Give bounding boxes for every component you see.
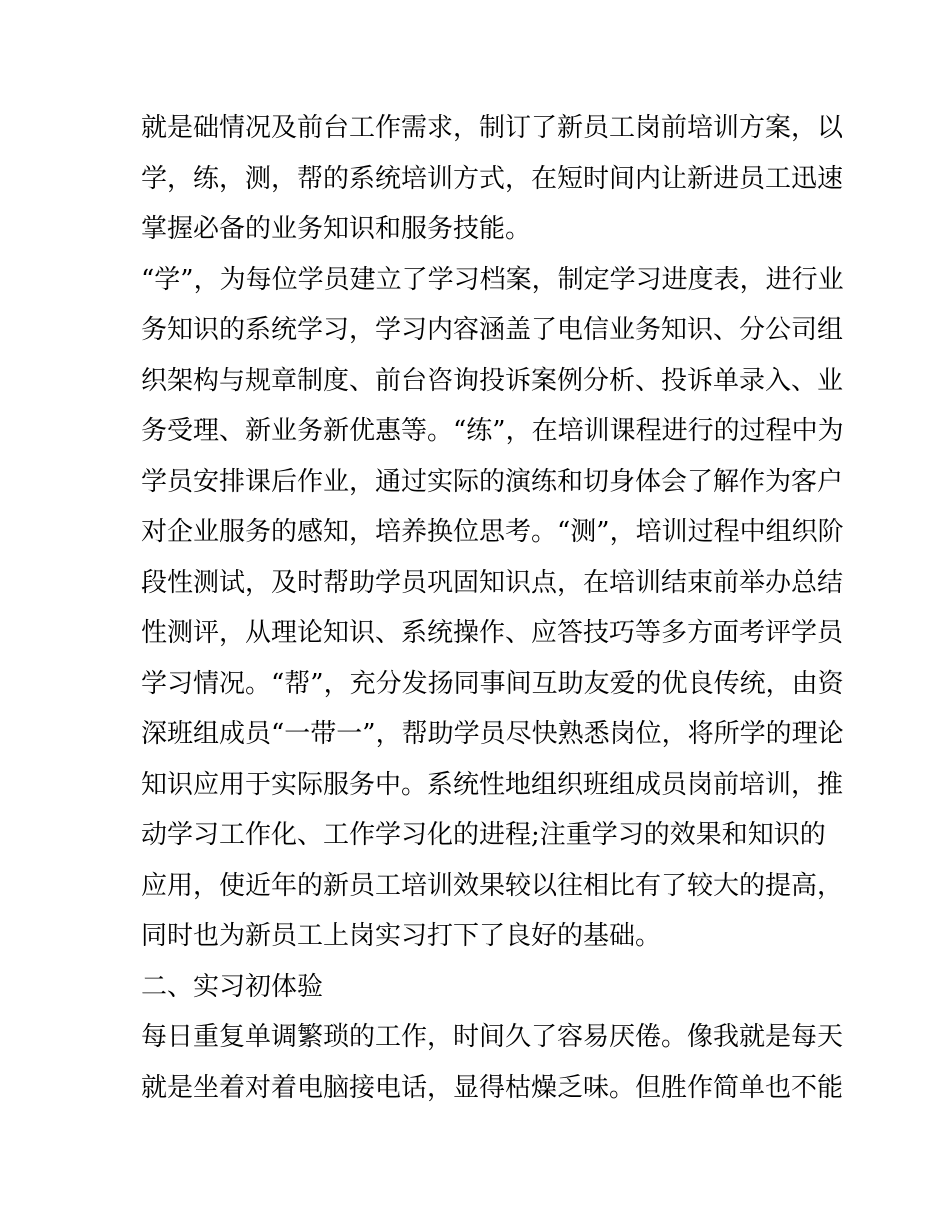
text-line: 每日重复单调繁琐的工作，时间久了容易厌倦。像我就是每天	[141, 1022, 844, 1052]
text-line: 务知识的系统学习，学习内容涵盖了电信业务知识、分公司组	[141, 315, 844, 345]
text-line: 就是础情况及前台工作需求，制订了新员工岗前培训方案，以	[141, 113, 844, 143]
text-line: 学习情况。“帮”，充分发扬同事间互助友爱的优良传统，由资	[141, 669, 844, 699]
text-line: 织架构与规章制度、前台咨询投诉案例分析、投诉单录入、业	[141, 366, 844, 396]
text-line: 务受理、新业务新优惠等。“练”，在培训课程进行的过程中为	[141, 416, 844, 446]
text-line: 动学习工作化、工作学习化的进程;注重学习的效果和知识的	[141, 820, 826, 850]
text-line: 就是坐着对着电脑接电话，显得枯燥乏味。但胜作简单也不能	[141, 1073, 844, 1103]
text-line: 学，练，测，帮的系统培训方式，在短时间内让新进员工迅速	[141, 164, 844, 194]
text-line: 知识应用于实际服务中。系统性地组织班组成员岗前培训，推	[141, 770, 844, 800]
text-line: 应用，使近年的新员工培训效果较以往相比有了较大的提高，	[141, 871, 844, 901]
text-line: 段性测试，及时帮助学员巩固知识点，在培训结束前举办总结	[141, 568, 844, 598]
section-heading: 二、实习初体验	[141, 972, 324, 1002]
text-line: 掌握必备的业务知识和服务技能。	[141, 214, 532, 244]
text-line: 同时也为新员工上岗实习打下了良好的基础。	[141, 921, 662, 951]
text-line: 对企业服务的感知，培养换位思考。“测”，培训过程中组织阶	[141, 517, 844, 547]
text-line: 学员安排课后作业，通过实际的演练和切身体会了解作为客户	[141, 467, 844, 497]
text-line: 性测评，从理论知识、系统操作、应答技巧等多方面考评学员	[141, 618, 844, 648]
text-line: 深班组成员“一带一”，帮助学员尽快熟悉岗位，将所学的理论	[141, 719, 844, 749]
text-line: “学”，为每位学员建立了学习档案，制定学习进度表，进行业	[141, 265, 844, 295]
